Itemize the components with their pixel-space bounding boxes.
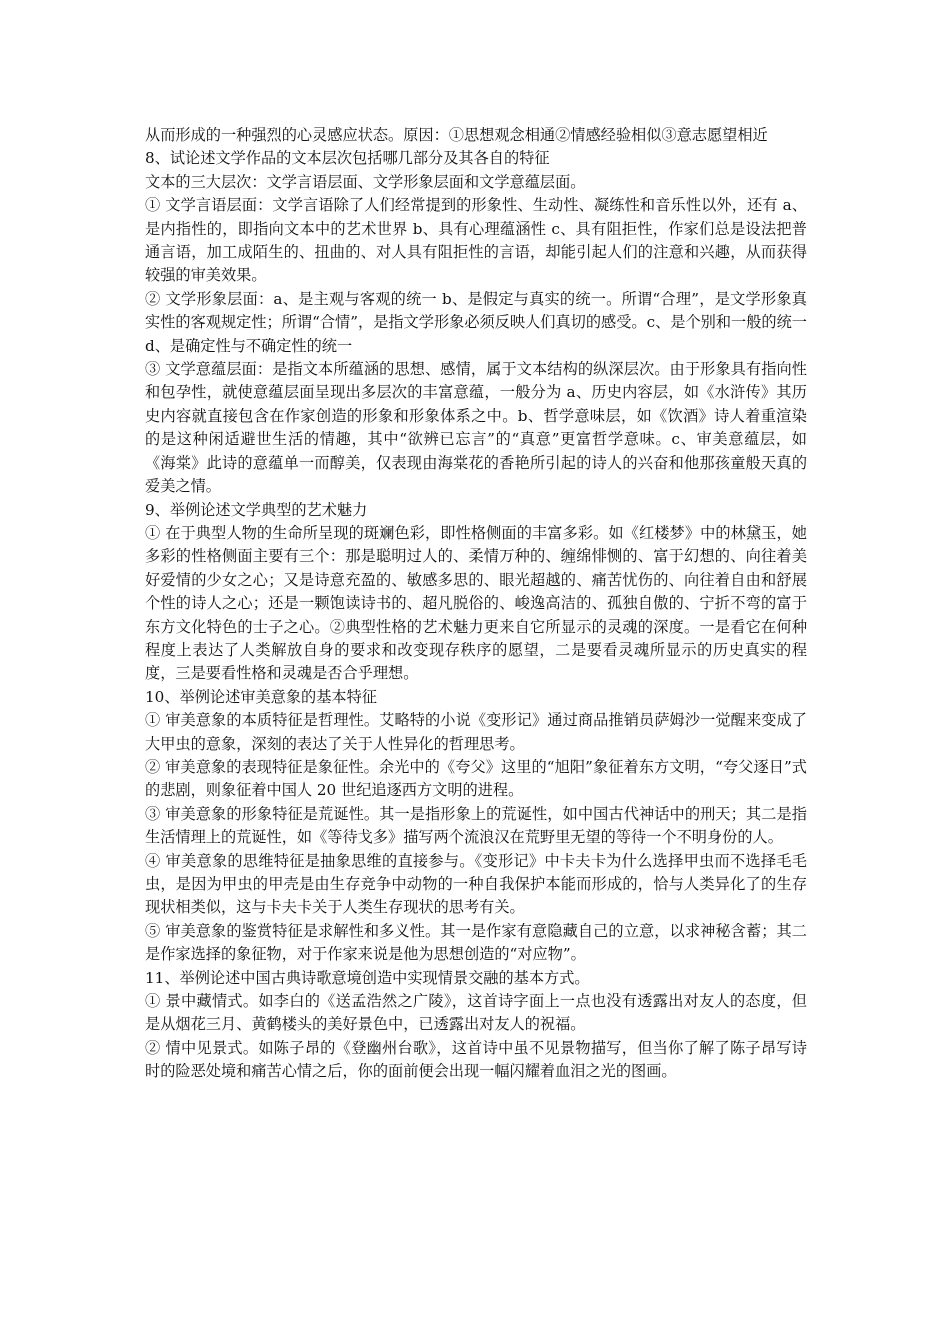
- question-10-point-1: ① 审美意象的本质特征是哲理性。艾略特的小说《变形记》通过商品推销员萨姆沙一觉醒来变成了大甲虫的意象，深刻的表达了关于人性异化的哲理思考。: [145, 711, 807, 753]
- question-11-point-1: ① 景中藏情式。如李白的《送孟浩然之广陵》，这首诗字面上一点也没有透露出对友人的态度，但是从烟花三月、黄鹤楼头的美好景色中，已透露出对友人的祝福。: [145, 992, 807, 1034]
- question-8-intro: 文本的三大层次：文学言语层面、文学形象层面和文学意蕴层面。: [145, 172, 586, 191]
- question-11-heading: 11、举例论述中国古典诗歌意境创造中实现情景交融的基本方式。: [145, 968, 590, 987]
- question-8-point-3: ③ 文学意蕴层面：是指文本所蕴涵的思想、感情，属于文本结构的纵深层次。由于形象具有指向性和包孕性，就使意蕴层面呈现出多层次的丰富意蕴，一般分为 a、历史内容层，如《水浒传》其历史内容就直接包含在作家创造的形象和形象体系之中。b、哲学意味层，如《饮酒》诗人着重渲染的是这种闲适避世生活的情趣，其中“欲辨已忘言”的“真意”更富哲学意味。c、审美意蕴层，如《海棠》此诗的意蕴单一而醇美，仅表现由海棠花的香艳所引起的诗人的兴奋和他那孩童般天真的爱美之情。: [145, 360, 807, 496]
- paragraph-continuation: 从而形成的一种强烈的心灵感应状态。原因：①思想观念相通②情感经验相似③意志愿望相近: [145, 126, 768, 144]
- question-11-point-2: ② 情中见景式。如陈子昂的《登幽州台歌》，这首诗中虽不见景物描写，但当你了解了陈子昂写诗时的险恶处境和痛苦心情之后，你的面前便会出现一幅闪耀着血泪之光的图画。: [145, 1038, 807, 1081]
- question-10-point-3: ③ 审美意象的形象特征是荒诞性。其一是指形象上的荒诞性，如中国古代神话中的刑天；其二是指生活情理上的荒诞性，如《等待戈多》描写两个流浪汉在荒野里无望的等待一个不明身份的人。: [145, 804, 807, 847]
- question-10-point-4: ④ 审美意象的思维特征是抽象思维的直接参与。《变形记》中卡夫卡为什么选择甲虫而不选择毛毛虫，是因为甲虫的甲壳是由生存竞争中动物的一种自我保护本能而形成的，恰与人类异化了的生存现状相类似，这与卡夫卡关于人类生存现状的思考有关。: [145, 851, 807, 917]
- question-10-point-5: ⑤ 审美意象的鉴赏特征是求解性和多义性。其一是作家有意隐藏自己的立意，以求神秘含蓄；其二是作家选择的象征物，对于作家来说是他为思想创造的“对应物”。: [145, 921, 807, 964]
- question-8-heading: 8、试论述文学作品的文本层次包括哪几部分及其各自的特征: [145, 149, 550, 168]
- question-10-heading: 10、举例论述审美意象的基本特征: [145, 687, 377, 706]
- question-10-point-2: ② 审美意象的表现特征是象征性。余光中的《夸父》这里的“旭阳”象征着东方文明，“夸父逐日”式的悲剧，则象征着中国人 20 世纪追逐西方文明的进程。: [145, 757, 807, 800]
- question-8-point-1: ① 文学言语层面：文学言语除了人们经常提到的形象性、生动性、凝练性和音乐性以外，还有 a、是内指性的，即指向文本中的艺术世界 b、具有心理蕴涵性 c、具有阻拒性，作家们总是设法把普通言语，加工成陌生的、扭曲的、对人具有阻拒性的言语，却能引起人们的注意和兴趣，从而获得较强的审美效果。: [145, 196, 807, 285]
- question-9-answer: ① 在于典型人物的生命所呈现的斑斓色彩，即性格侧面的丰富多彩。如《红楼梦》中的林黛玉，她多彩的性格侧面主要有三个：那是聪明过人的、柔情万种的、缠绵悱恻的、富于幻想的、向往着美好爱情的少女之心；又是诗意充盈的、敏感多思的、眼光超越的、痛苦忧伤的、向往着自由和舒展个性的诗人之心；还是一颗饱读诗书的、超凡脱俗的、峻逸高洁的、孤独自傲的、宁折不弯的富于东方文化特色的士子之心。②典型性格的艺术魅力更来自它所显示的灵魂的深度。一是看它在何种程度上表达了人类解放自身的要求和改变现存秩序的愿望，二是要看灵魂所显示的历史真实的程度，三是要看性格和灵魂是否合乎理想。: [145, 523, 807, 683]
- document-page: [145, 124, 807, 1084]
- question-9-heading: 9、举例论述文学典型的艺术魅力: [145, 500, 368, 519]
- question-8-point-2: ② 文学形象层面：a、是主观与客观的统一 b、是假定与真实的统一。所谓“合理”，是文学形象真实性的客观规定性；所谓“合情”，是指文学形象必须反映人们真切的感受。c、是个别和一般的统一 d、是确定性与不确定性的统一: [145, 289, 807, 355]
